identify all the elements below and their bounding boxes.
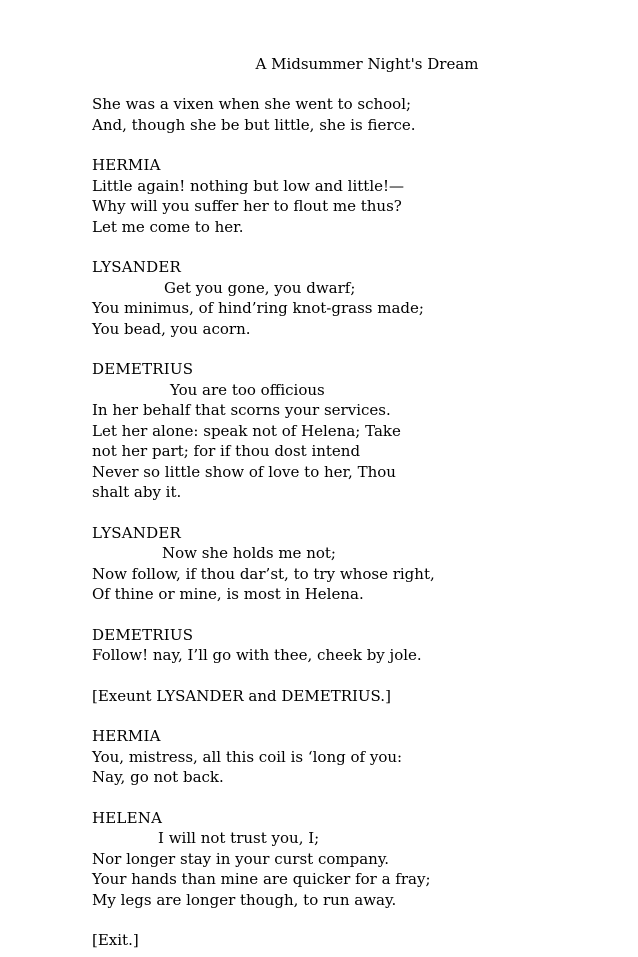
verse-line: You minimus, of hind’ring knot-grass made; [92, 299, 424, 317]
verse-line: She was a vixen when she went to school; [92, 95, 412, 113]
dialogue-block [92, 523, 598, 605]
dialogue-block [92, 155, 598, 237]
verse-line: Now follow, if thou dar’st, to try whose right, [92, 564, 435, 583]
verse-line: Let her alone: speak not of Helena; Take [92, 421, 401, 440]
indented-verse-line: You are too officious [170, 380, 325, 399]
dialogue-block [92, 359, 598, 503]
verse-line: Of thine or mine, is most in Helena. [92, 585, 364, 603]
verse-line: not her part; for if thou dost intend [92, 442, 361, 460]
verse-line: My legs are longer though, to run away. [92, 890, 397, 909]
verse-line: Little again! nothing but low and little!— [92, 176, 405, 195]
dialogue-block [92, 94, 598, 135]
stage-direction: [Exeunt LYSANDER and DEMETRIUS.] [92, 686, 391, 705]
verse-line: You bead, you acorn. [92, 319, 251, 338]
indented-verse-line: Now she holds me not; [162, 544, 336, 562]
speaker-name: DEMETRIUS [92, 625, 194, 644]
dialogue-block [92, 257, 598, 339]
speaker-name: LYSANDER [92, 523, 182, 542]
verse-line: Follow! nay, I’ll go with thee, cheek by jole. [92, 646, 422, 664]
indented-verse-line: Get you gone, you dwarf; [164, 278, 356, 297]
dialogue-block [92, 625, 598, 666]
dialogue-block [92, 808, 598, 911]
verse-line: You, mistress, all this coil is ‘long of you: [92, 747, 403, 766]
verse-line: shalt aby it. [92, 483, 182, 501]
stage-direction-block [92, 930, 598, 951]
speaker-name: HERMIA [92, 727, 161, 745]
stage-direction: [Exit.] [92, 931, 139, 949]
speaker-name: HERMIA [92, 156, 161, 174]
speaker-name: LYSANDER [92, 258, 182, 276]
verse-line: In her behalf that scorns your services. [92, 401, 391, 419]
speaker-name: HELENA [92, 808, 163, 827]
verse-line: Your hands than mine are quicker for a fray; [92, 870, 431, 888]
verse-line: Why will you suffer her to flout me thus? [92, 197, 402, 215]
verse-line: Let me come to her. [92, 217, 244, 236]
verse-line: And, though she be but little, she is fierce. [92, 115, 416, 134]
verse-line: Nor longer stay in your curst company. [92, 849, 390, 868]
indented-verse-line: I will not trust you, I; [158, 829, 320, 847]
stage-direction-block [92, 686, 598, 707]
verse-line: Nay, go not back. [92, 768, 224, 786]
dialogue-block [92, 726, 598, 788]
verse-line: Never so little show of love to her, Thou [92, 462, 396, 481]
page-title: A Midsummer Night's Dream [255, 55, 479, 73]
speaker-name: DEMETRIUS [92, 360, 194, 378]
